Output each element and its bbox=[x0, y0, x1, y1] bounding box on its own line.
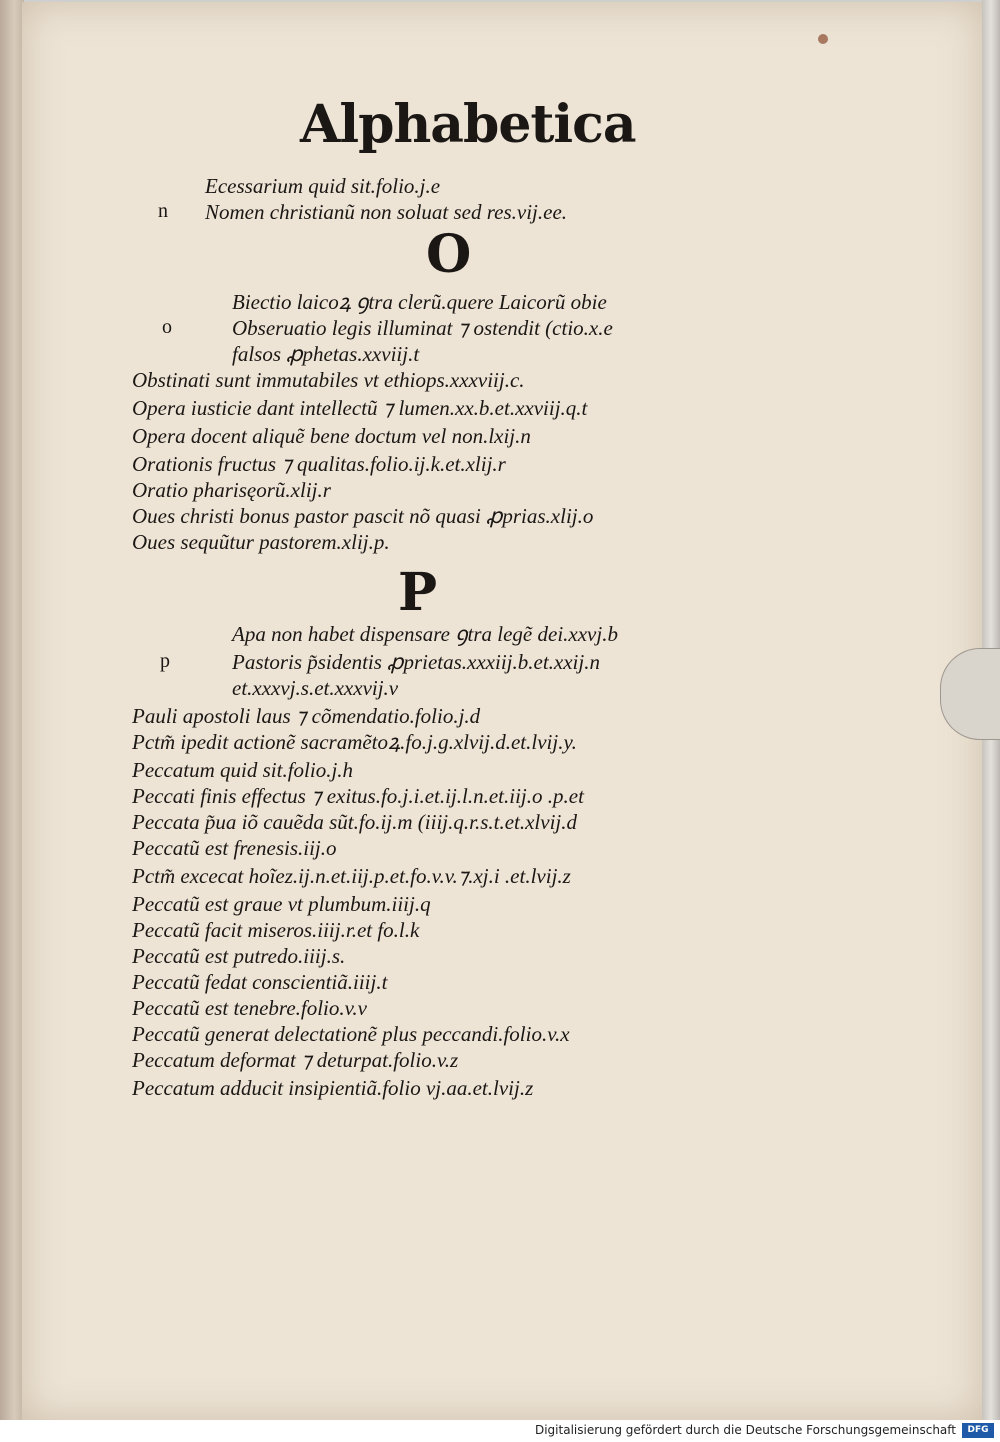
entry-line: Oues sequũtur pastorem.xlij.p. bbox=[132, 530, 390, 554]
entry-line: Peccatũ facit miseros.iiij.r.et fo.l.k bbox=[132, 918, 420, 942]
entry-line: Nomen christianũ non soluat sed res.vij.ee. bbox=[205, 200, 568, 224]
entry-line: Pctm̃ excecat hoĩez.ij.n.et.iij.p.et.fo.v.v.⁊.xj.i .et.lvij.z bbox=[132, 864, 571, 888]
entry-line: Peccatũ fedat conscientiã.iiij.t bbox=[132, 970, 388, 994]
entry-line: Biectio laicoꝝ ꝯtra clerũ.quere Laicorũ obie bbox=[232, 290, 607, 314]
entry-line: Peccatum adducit insipientiã.folio vj.aa.et.lvij.z bbox=[132, 1076, 534, 1100]
entry-line: Oues christi bonus pastor pascit nõ quasi ꝓprias.xlij.o bbox=[132, 504, 594, 528]
entry-line: Peccata p̃ua iõ cauẽda sũt.fo.ij.m (iiij.q.r.s.t.et.xlvij.d bbox=[132, 810, 578, 834]
entry-line: Peccatũ est frenesis.iij.o bbox=[132, 836, 337, 860]
entry-line: Peccatũ est graue vt plumbum.iiij.q bbox=[132, 892, 431, 916]
entry-line: falsos ꝓphetas.xxviij.t bbox=[232, 342, 420, 366]
ink-stain bbox=[818, 34, 828, 44]
margin-letter-o: o bbox=[162, 316, 172, 338]
entry-line: Peccatũ est tenebre.folio.v.v bbox=[132, 996, 367, 1020]
entry-line: et.xxxvj.s.et.xxxvij.v bbox=[232, 676, 399, 700]
entry-line: Pctm̃ ipedit actionẽ sacramẽtoꝝ.fo.j.g.xlvij.d.et.lvij.y. bbox=[132, 730, 577, 754]
page-tab-clip bbox=[940, 648, 1000, 740]
margin-letter-p: p bbox=[160, 650, 170, 672]
initial-letter-o: O bbox=[426, 224, 472, 285]
entry-line: Opera docent aliquẽ bene doctum vel non.lxij.n bbox=[132, 424, 531, 448]
digitization-footer bbox=[0, 1420, 1000, 1442]
entry-line: Obseruatio legis illuminat ⁊ ostendit (ctio.x.e bbox=[232, 316, 613, 340]
entry-line: Obstinati sunt immutabiles vt ethiops.xxxviij.c. bbox=[132, 368, 525, 392]
entry-line: Pauli apostoli laus ⁊ cõmendatio.folio.j.d bbox=[132, 704, 481, 728]
footer-credit: Digitalisierung gefördert durch die Deutsche Forschungsgemeinschaft bbox=[534, 1423, 956, 1437]
margin-letter-n: n bbox=[158, 200, 168, 222]
entry-line: Peccatum deformat ⁊ deturpat.folio.v.z bbox=[132, 1048, 459, 1072]
adjacent-page-edge bbox=[0, 0, 24, 1420]
entry-line: Peccati finis effectus ⁊ exitus.fo.j.i.et.ij.l.n.et.iij.o .p.et bbox=[132, 784, 584, 808]
entry-line: Oratio pharisęorũ.xlij.r bbox=[132, 478, 331, 502]
entry-line: Orationis fructus ⁊ qualitas.folio.ij.k.et.xlij.r bbox=[132, 452, 506, 476]
entry-line: Opera iusticie dant intellectũ ⁊ lumen.xx.b.et.xxviij.q.t bbox=[132, 396, 588, 420]
page-heading: Alphabetica bbox=[300, 94, 636, 155]
entry-line: Peccatũ est putredo.iiij.s. bbox=[132, 944, 346, 968]
entry-line: Peccatũ generat delectationẽ plus peccandi.folio.v.x bbox=[132, 1022, 570, 1046]
entry-line: Peccatum quid sit.folio.j.h bbox=[132, 758, 354, 782]
initial-letter-p: P bbox=[398, 562, 438, 623]
entry-line: Ecessarium quid sit.folio.j.e bbox=[205, 174, 441, 198]
entry-line: Apa non habet dispensare ꝯtra legẽ dei.xxvj.b bbox=[232, 622, 618, 646]
entry-line: Pastoris p̃sidentis ꝓprietas.xxxiij.b.et.xxij.n bbox=[232, 650, 600, 674]
dfg-logo: DFG bbox=[962, 1423, 994, 1438]
